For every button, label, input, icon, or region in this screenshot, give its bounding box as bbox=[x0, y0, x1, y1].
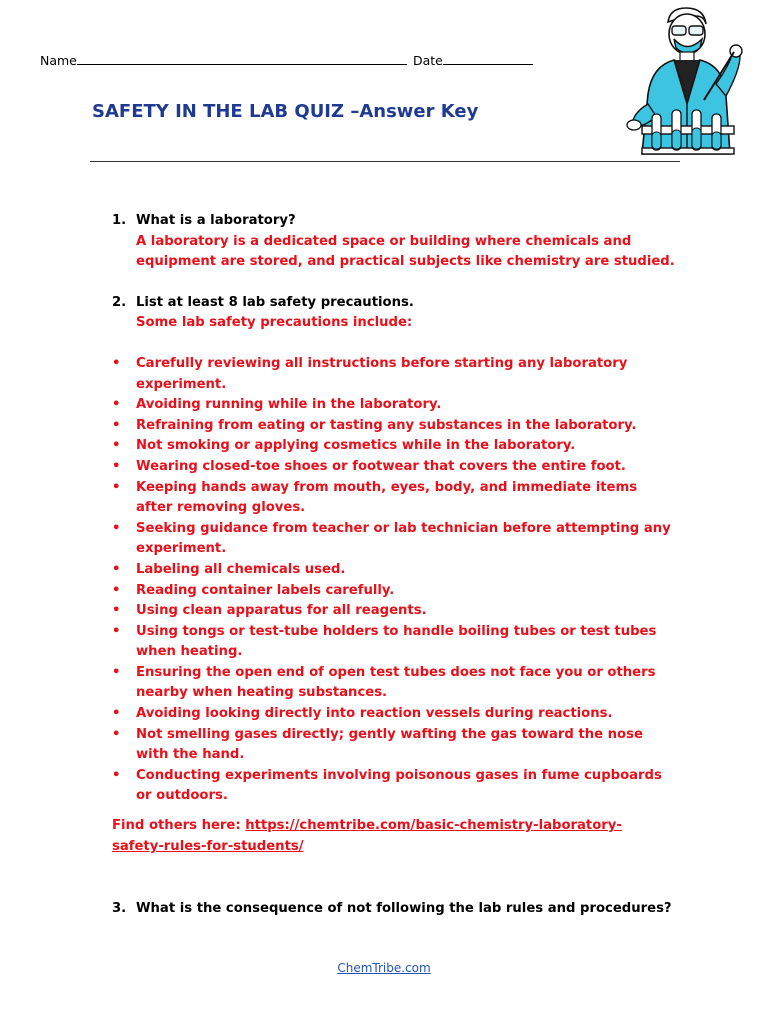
precaution-item bbox=[0, 354, 676, 395]
precaution-text: Using clean apparatus for all reagents. bbox=[136, 603, 427, 619]
precaution-text: Avoiding running while in the laboratory. bbox=[136, 397, 442, 413]
precaution-item bbox=[0, 622, 676, 663]
precaution-item bbox=[0, 395, 676, 416]
bullet-icon: • bbox=[112, 438, 121, 454]
quiz-content bbox=[0, 211, 768, 807]
precaution-text: Using tongs or test-tube holders to handle boiling tubes or test tubes when heating. bbox=[136, 623, 657, 660]
bullet-icon: • bbox=[112, 520, 121, 536]
precaution-text: Refraining from eating or tasting any substances in the laboratory. bbox=[136, 417, 637, 433]
precaution-text: Keeping hands away from mouth, eyes, body, and immediate items after removing gloves. bbox=[136, 479, 638, 516]
precaution-text: Carefully reviewing all instructions before starting any laboratory experiment. bbox=[136, 355, 628, 392]
precaution-text: Labeling all chemicals used. bbox=[136, 561, 346, 577]
bullet-icon: • bbox=[112, 623, 121, 639]
precaution-item bbox=[0, 581, 676, 602]
bullet-icon: • bbox=[112, 479, 121, 495]
title-divider bbox=[90, 161, 680, 162]
precaution-text: Reading container labels carefully. bbox=[136, 582, 395, 598]
question-2-text: List at least 8 lab safety precautions. bbox=[136, 294, 414, 310]
question-2-number: 2. bbox=[112, 294, 127, 310]
answer-1: A laboratory is a dedicated space or building where chemicals and equipment are stored, and practical subjects like chemistry are studied. bbox=[136, 233, 675, 270]
precaution-item bbox=[0, 704, 676, 725]
chemtribe-resource-link[interactable]: https://chemtribe.com/basic-chemistry-laboratory-safety-rules-for-students/ bbox=[112, 818, 622, 854]
precaution-text: Wearing closed-toe shoes or footwear that covers the entire foot. bbox=[136, 458, 626, 474]
footer-site-link[interactable]: ChemTribe.com bbox=[337, 961, 431, 975]
find-others-label: Find others here: bbox=[112, 818, 246, 833]
question-3-number: 3. bbox=[112, 901, 127, 916]
date-field[interactable] bbox=[413, 52, 533, 68]
question-1 bbox=[0, 211, 676, 232]
name-blank-line[interactable] bbox=[77, 52, 407, 65]
precaution-item bbox=[0, 766, 676, 807]
precaution-item bbox=[0, 519, 676, 560]
precaution-text: Seeking guidance from teacher or lab technician before attempting any experiment. bbox=[136, 520, 671, 557]
question-1-text: What is a laboratory? bbox=[136, 213, 296, 228]
bullet-icon: • bbox=[112, 706, 121, 722]
bullet-icon: • bbox=[112, 417, 121, 433]
precaution-text: Ensuring the open end of open test tubes does not face you or others nearby when heating substances. bbox=[136, 664, 656, 701]
precaution-item bbox=[0, 436, 676, 457]
bullet-icon: • bbox=[112, 664, 121, 680]
bullet-icon: • bbox=[112, 726, 121, 742]
precaution-item bbox=[0, 560, 676, 581]
bullet-icon: • bbox=[112, 355, 121, 371]
footer bbox=[0, 961, 768, 975]
question-2 bbox=[0, 293, 676, 314]
precaution-text: Conducting experiments involving poisonous gases in fume cupboards or outdoors. bbox=[136, 767, 662, 804]
bullet-icon: • bbox=[112, 561, 121, 577]
scientist-icon bbox=[612, 4, 752, 159]
page-title: SAFETY IN THE LAB QUIZ –Answer Key bbox=[92, 101, 479, 122]
precaution-item bbox=[0, 663, 676, 704]
precaution-item bbox=[0, 416, 676, 437]
bullet-icon: • bbox=[112, 397, 121, 413]
name-label: Name bbox=[40, 53, 77, 68]
precaution-item bbox=[0, 601, 676, 622]
precaution-text: Not smoking or applying cosmetics while in the laboratory. bbox=[136, 438, 576, 454]
date-blank-line[interactable] bbox=[443, 52, 533, 65]
precaution-item bbox=[0, 478, 676, 519]
precaution-text: Avoiding looking directly into reaction vessels during reactions. bbox=[136, 706, 613, 722]
precaution-item bbox=[0, 725, 676, 766]
answer-2-intro: Some lab safety precautions include: bbox=[136, 315, 413, 331]
date-label: Date bbox=[413, 53, 443, 68]
bullet-icon: • bbox=[112, 603, 121, 619]
question-3-text: What is the consequence of not following the lab rules and procedures? bbox=[136, 901, 672, 916]
question-1-number: 1. bbox=[112, 213, 127, 228]
bullet-icon: • bbox=[112, 458, 121, 474]
name-field[interactable] bbox=[40, 52, 407, 68]
bullet-icon: • bbox=[112, 767, 121, 783]
precaution-text: Not smelling gases directly; gently wafting the gas toward the nose with the hand. bbox=[136, 726, 643, 763]
find-others-line bbox=[112, 816, 672, 857]
bullet-icon: • bbox=[112, 582, 121, 598]
precaution-item bbox=[0, 457, 676, 478]
precautions-list bbox=[0, 354, 768, 807]
